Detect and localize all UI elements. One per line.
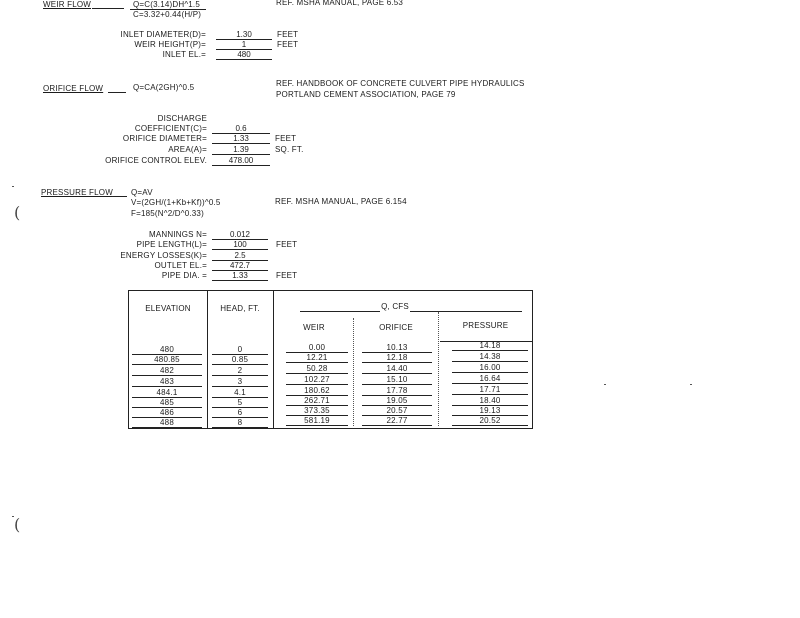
pressure-reference: REF. MSHA MANUAL, PAGE 6.154 — [275, 197, 407, 206]
group-header-rule — [300, 311, 380, 312]
cell-head: 8 — [212, 418, 268, 428]
orifice-field-label: ORIFICE DIAMETER= — [122, 134, 207, 143]
cell-weir: 581.19 — [286, 416, 348, 426]
cell-weir: 50.28 — [286, 364, 348, 374]
weir-field-value: 480 — [216, 50, 272, 60]
orifice-field-value: 1.33 — [212, 134, 270, 144]
pressure-field-unit: FEET — [276, 240, 298, 249]
cell-orifice: 14.40 — [362, 364, 432, 374]
pressure-field-value: 472.7 — [212, 261, 268, 271]
cell-elevation: 482 — [132, 366, 202, 376]
pressure-field-label: PIPE DIA. = — [161, 271, 207, 280]
group-header-rule — [410, 311, 522, 312]
cell-elevation: 486 — [132, 408, 202, 418]
cell-elevation: 480.85 — [132, 355, 202, 365]
cell-orifice: 22.77 — [362, 416, 432, 426]
orifice-field-label: AREA(A)= — [168, 145, 207, 154]
weir-formula-2: C=3.32+0.44(H/P) — [133, 10, 202, 19]
pressure-formula-3: F=185(N^2/D^0.33) — [131, 209, 204, 218]
cell-elevation: 480 — [132, 345, 202, 355]
cell-pressure: 19.13 — [452, 406, 528, 416]
scan-speck — [604, 384, 606, 385]
cell-weir: 0.00 — [286, 343, 348, 353]
pressure-formula-2: V=(2GH/(1+Kb+Kf))^0.5 — [131, 198, 221, 207]
table-right-border — [532, 290, 533, 428]
weir-field-unit: FEET — [277, 40, 299, 49]
cell-orifice: 12.18 — [362, 353, 432, 363]
weir-field-unit: FEET — [277, 30, 299, 39]
orifice-field-label: ORIFICE CONTROL ELEV. — [105, 156, 207, 165]
weir-field-value: 1 — [216, 40, 272, 50]
cell-elevation: 485 — [132, 398, 202, 408]
pressure-field-label: MANNINGS N= — [149, 230, 207, 239]
table-top-rule — [128, 290, 533, 291]
orifice-formula: Q=CA(2GH)^0.5 — [133, 83, 195, 92]
orifice-field-value: 478.00 — [212, 156, 270, 166]
cell-elevation: 484.1 — [132, 388, 202, 398]
orifice-flow-title: ORIFICE FLOW — [43, 84, 104, 93]
weir-field-label: INLET DIAMETER(D)= — [120, 30, 206, 39]
pressure-field-label: PIPE LENGTH(L)= — [136, 240, 207, 249]
weir-field-value: 1.30 — [216, 30, 272, 40]
table-divider — [273, 290, 274, 428]
scan-speck — [12, 186, 14, 187]
group-header-q-cfs: Q, CFS — [381, 302, 409, 311]
cell-pressure: 18.40 — [452, 396, 528, 406]
table-bottom-rule — [128, 428, 533, 429]
col-header-orifice: ORIFICE — [379, 323, 413, 332]
cell-orifice: 17.78 — [362, 386, 432, 396]
weir-title-rule — [92, 8, 124, 9]
orifice-reference-2: PORTLAND CEMENT ASSOCIATION, PAGE 79 — [276, 90, 456, 99]
weir-field-label: WEIR HEIGHT(P)= — [134, 40, 206, 49]
pressure-field-label: ENERGY LOSSES(K)= — [120, 251, 207, 260]
pressure-field-value: 1.33 — [212, 271, 268, 281]
cell-orifice: 20.57 — [362, 406, 432, 416]
orifice-field-value: 0.6 — [212, 124, 270, 134]
cell-head: 3 — [212, 377, 268, 387]
cell-head: 5 — [212, 398, 268, 408]
cell-elevation: 483 — [132, 377, 202, 387]
pressure-field-value: 0.012 — [212, 230, 268, 240]
cell-pressure: 16.00 — [452, 363, 528, 373]
binder-hole-mark: ( — [14, 515, 21, 534]
cell-orifice: 15.10 — [362, 375, 432, 385]
weir-flow-title: WEIR FLOW — [43, 0, 92, 9]
col-header-weir: WEIR — [303, 323, 325, 332]
table-dotted-divider — [353, 318, 354, 426]
cell-pressure: 17.71 — [452, 385, 528, 395]
cell-pressure: 14.18 — [452, 341, 528, 351]
cell-weir: 262.71 — [286, 396, 348, 406]
pressure-field-value: 100 — [212, 240, 268, 250]
pressure-flow-title: PRESSURE FLOW — [41, 188, 113, 197]
weir-formula-1: Q=C(3.14)DH^1.5 — [133, 0, 200, 9]
scan-speck — [690, 384, 692, 385]
cell-weir: 180.62 — [286, 386, 348, 396]
orifice-title-rule — [108, 92, 126, 93]
cell-head: 0 — [212, 345, 268, 355]
cell-elevation: 488 — [132, 418, 202, 428]
pressure-formula-1: Q=AV — [131, 188, 153, 197]
cell-weir: 373.35 — [286, 406, 348, 416]
cell-head: 2 — [212, 366, 268, 376]
cell-orifice: 19.05 — [362, 396, 432, 406]
scan-speck — [12, 516, 14, 517]
pressure-field-value: 2.5 — [212, 251, 268, 261]
cell-pressure: 16.64 — [452, 374, 528, 384]
cell-pressure: 20.52 — [452, 416, 528, 426]
discharge-label: DISCHARGE — [157, 114, 207, 123]
cell-head: 0.85 — [212, 355, 268, 365]
pressure-title-rule — [113, 196, 127, 197]
col-header-elevation: ELEVATION — [145, 304, 191, 313]
orifice-field-value: 1.39 — [212, 145, 270, 155]
col-header-head: HEAD, FT. — [220, 304, 260, 313]
pressure-field-unit: FEET — [276, 271, 298, 280]
col-header-pressure: PRESSURE — [462, 321, 509, 330]
orifice-field-unit: FEET — [275, 134, 297, 143]
binder-hole-mark: ( — [14, 203, 21, 222]
orifice-field-label: COEFFICIENT(C)= — [134, 124, 207, 133]
cell-pressure: 14.38 — [452, 352, 528, 362]
weir-formula-rule — [130, 9, 206, 10]
weir-field-label: INLET EL.= — [162, 50, 206, 59]
cell-orifice: 10.13 — [362, 343, 432, 353]
cell-weir: 102.27 — [286, 375, 348, 385]
orifice-field-unit: SQ. FT. — [275, 145, 304, 154]
cell-head: 6 — [212, 408, 268, 418]
pressure-field-label: OUTLET EL.= — [154, 261, 207, 270]
cell-weir: 12.21 — [286, 353, 348, 363]
weir-reference: REF. MSHA MANUAL, PAGE 6.53 — [276, 0, 404, 7]
orifice-reference-1: REF. HANDBOOK OF CONCRETE CULVERT PIPE HYDRAULICS — [276, 79, 525, 88]
cell-head: 4.1 — [212, 388, 268, 398]
